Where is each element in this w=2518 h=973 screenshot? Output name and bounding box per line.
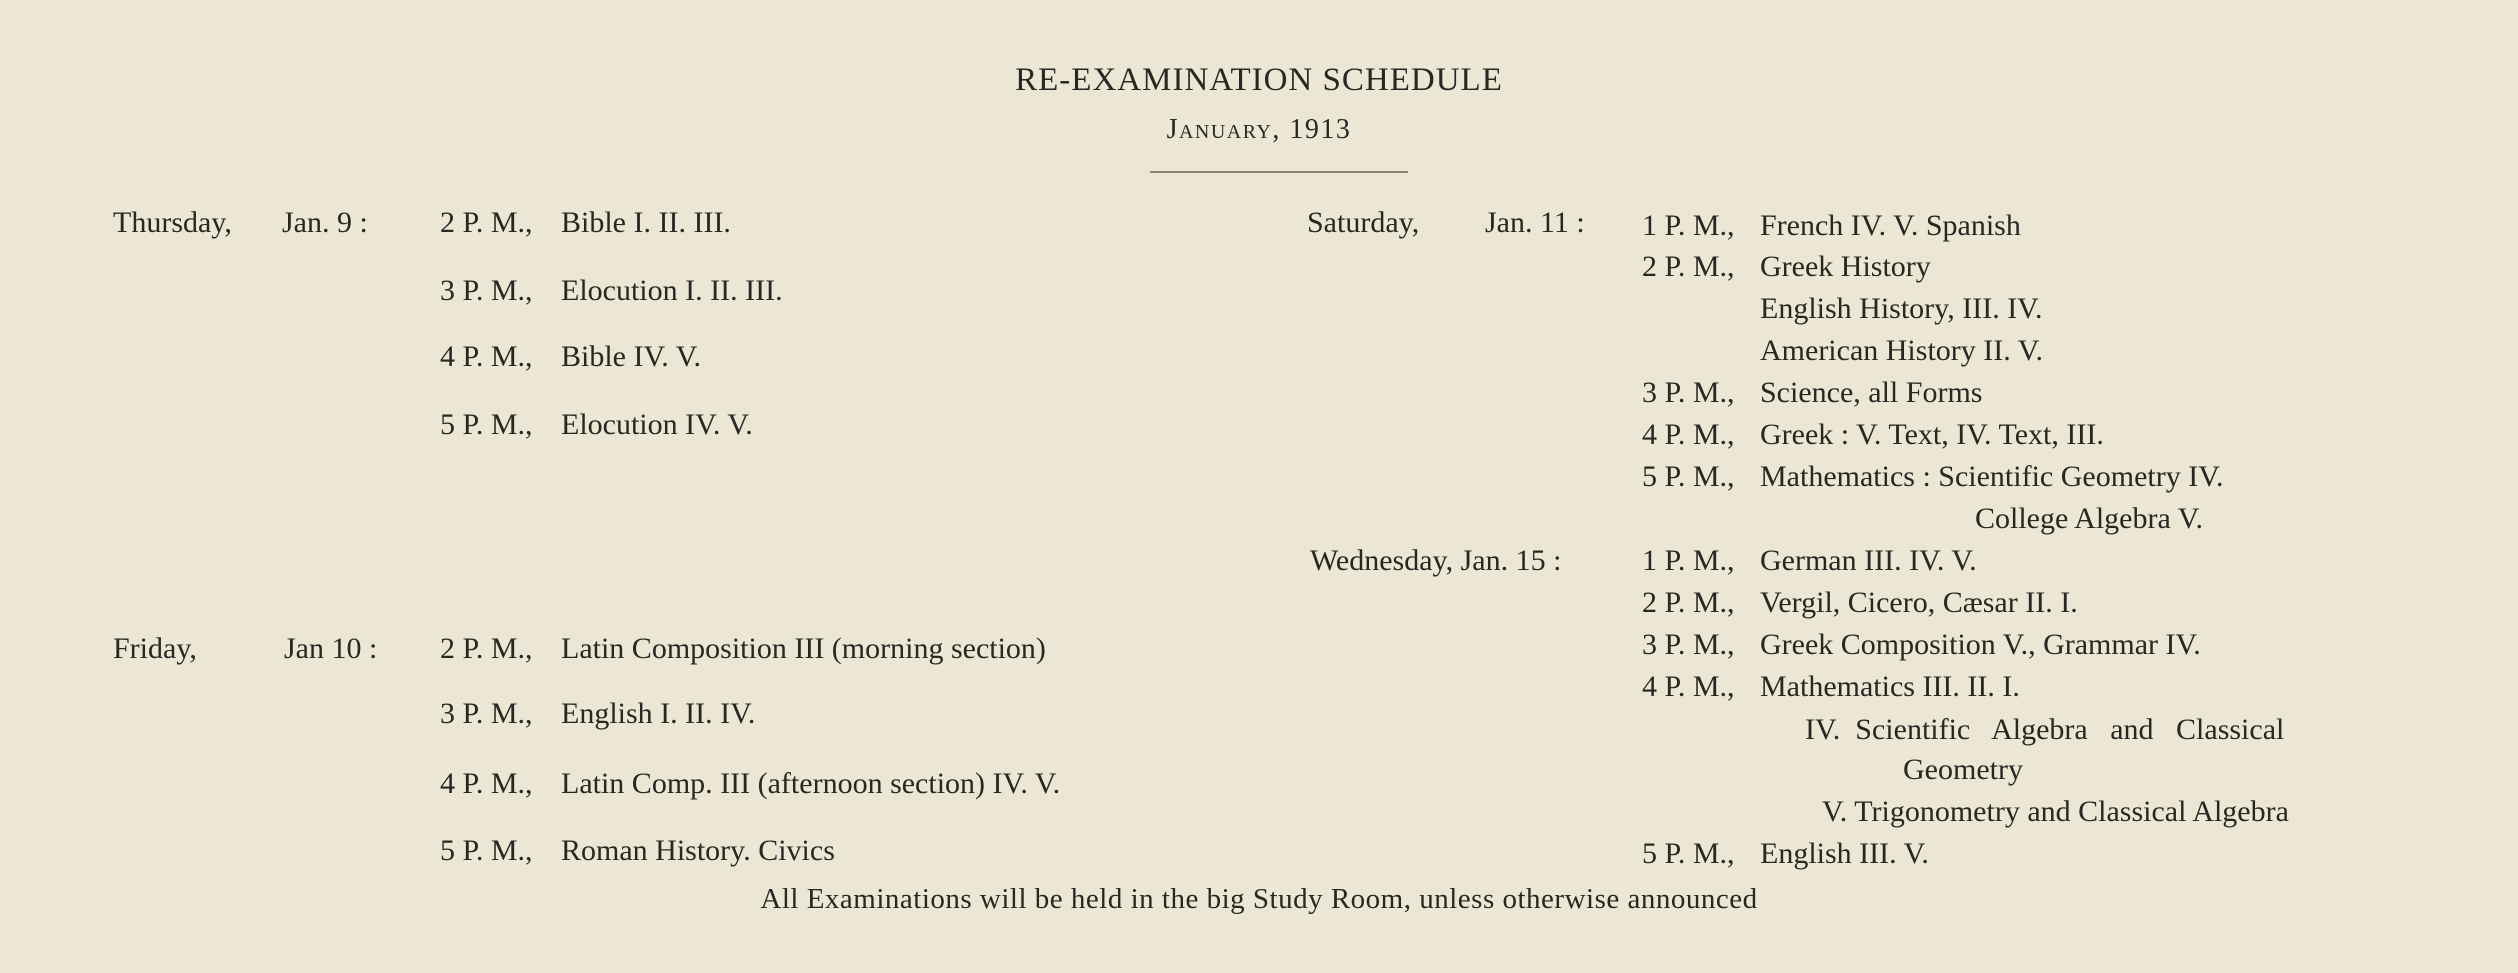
friday-subject-2: English I. II. IV. [561, 697, 756, 730]
title-divider [1150, 171, 1408, 173]
wednesday-subject-3: Greek Composition V., Grammar IV. [1760, 628, 2201, 661]
thursday-subject-2: Elocution I. II. III. [561, 274, 783, 307]
footer-note: All Examinations will be held in the big Study Room, unless otherwise announced [760, 883, 1758, 915]
saturday-continuation-1: English History, III. IV. [1760, 292, 2043, 325]
friday-subject-4: Roman History. Civics [561, 834, 835, 867]
thursday-time-4: 5 P. M., [440, 408, 533, 441]
saturday-continuation-2: American History II. V. [1760, 334, 2044, 367]
saturday-time-4: 4 P. M., [1642, 418, 1735, 451]
friday-time-1: 2 P. M., [440, 632, 533, 665]
friday-time-4: 5 P. M., [440, 834, 533, 867]
friday-time-2: 3 P. M., [440, 697, 533, 730]
saturday-day: Saturday, [1307, 206, 1420, 239]
saturday-time-1: 1 P. M., [1642, 209, 1735, 242]
saturday-subject-4: Greek : V. Text, IV. Text, III. [1760, 418, 2104, 451]
saturday-continuation-3: College Algebra V. [1975, 502, 2204, 535]
wednesday-subject-4: Mathematics III. II. I. [1760, 670, 2020, 703]
page-title: RE-EXAMINATION SCHEDULE [1015, 62, 1503, 98]
thursday-date: Jan. 9 : [282, 206, 368, 239]
wednesday-subject-5: English III. V. [1760, 837, 1929, 870]
wednesday-time-4: 4 P. M., [1642, 670, 1735, 703]
wednesday-time-1: 1 P. M., [1642, 544, 1735, 577]
thursday-subject-4: Elocution IV. V. [561, 408, 753, 441]
wednesday-continuation-1: IV. Scientific Algebra and Classical [1805, 713, 2285, 746]
wednesday-continuation-2: Geometry [1903, 753, 2023, 786]
saturday-time-2: 2 P. M., [1642, 250, 1735, 283]
friday-subject-3: Latin Comp. III (afternoon section) IV. V. [561, 767, 1061, 800]
thursday-subject-3: Bible IV. V. [561, 340, 702, 373]
saturday-subject-3: Science, all Forms [1760, 376, 1983, 409]
thursday-time-1: 2 P. M., [440, 206, 533, 239]
wednesday-time-3: 3 P. M., [1642, 628, 1735, 661]
thursday-subject-1: Bible I. II. III. [561, 206, 731, 239]
saturday-time-3: 3 P. M., [1642, 376, 1735, 409]
wednesday-subject-2: Vergil, Cicero, Cæsar II. I. [1760, 586, 2078, 619]
friday-subject-1: Latin Composition III (morning section) [561, 632, 1046, 665]
thursday-time-2: 3 P. M., [440, 274, 533, 307]
wednesday-time-5: 5 P. M., [1642, 837, 1735, 870]
saturday-date: Jan. 11 : [1485, 206, 1585, 239]
thursday-day: Thursday, [113, 206, 232, 239]
friday-day: Friday, [113, 632, 197, 665]
wednesday-subject-1: German III. IV. V. [1760, 544, 1977, 577]
saturday-subject-5: Mathematics : Scientific Geometry IV. [1760, 460, 2224, 493]
friday-date: Jan 10 : [284, 632, 378, 665]
saturday-subject-2: Greek History [1760, 250, 1931, 283]
saturday-time-5: 5 P. M., [1642, 460, 1735, 493]
wednesday-time-2: 2 P. M., [1642, 586, 1735, 619]
wednesday-day: Wednesday, Jan. 15 : [1310, 544, 1562, 577]
saturday-subject-1: French IV. V. Spanish [1760, 209, 2021, 242]
wednesday-continuation-3: V. Trigonometry and Classical Algebra [1822, 795, 2289, 828]
friday-time-3: 4 P. M., [440, 767, 533, 800]
thursday-time-3: 4 P. M., [440, 340, 533, 373]
page-subtitle: January, 1913 [1166, 114, 1352, 145]
